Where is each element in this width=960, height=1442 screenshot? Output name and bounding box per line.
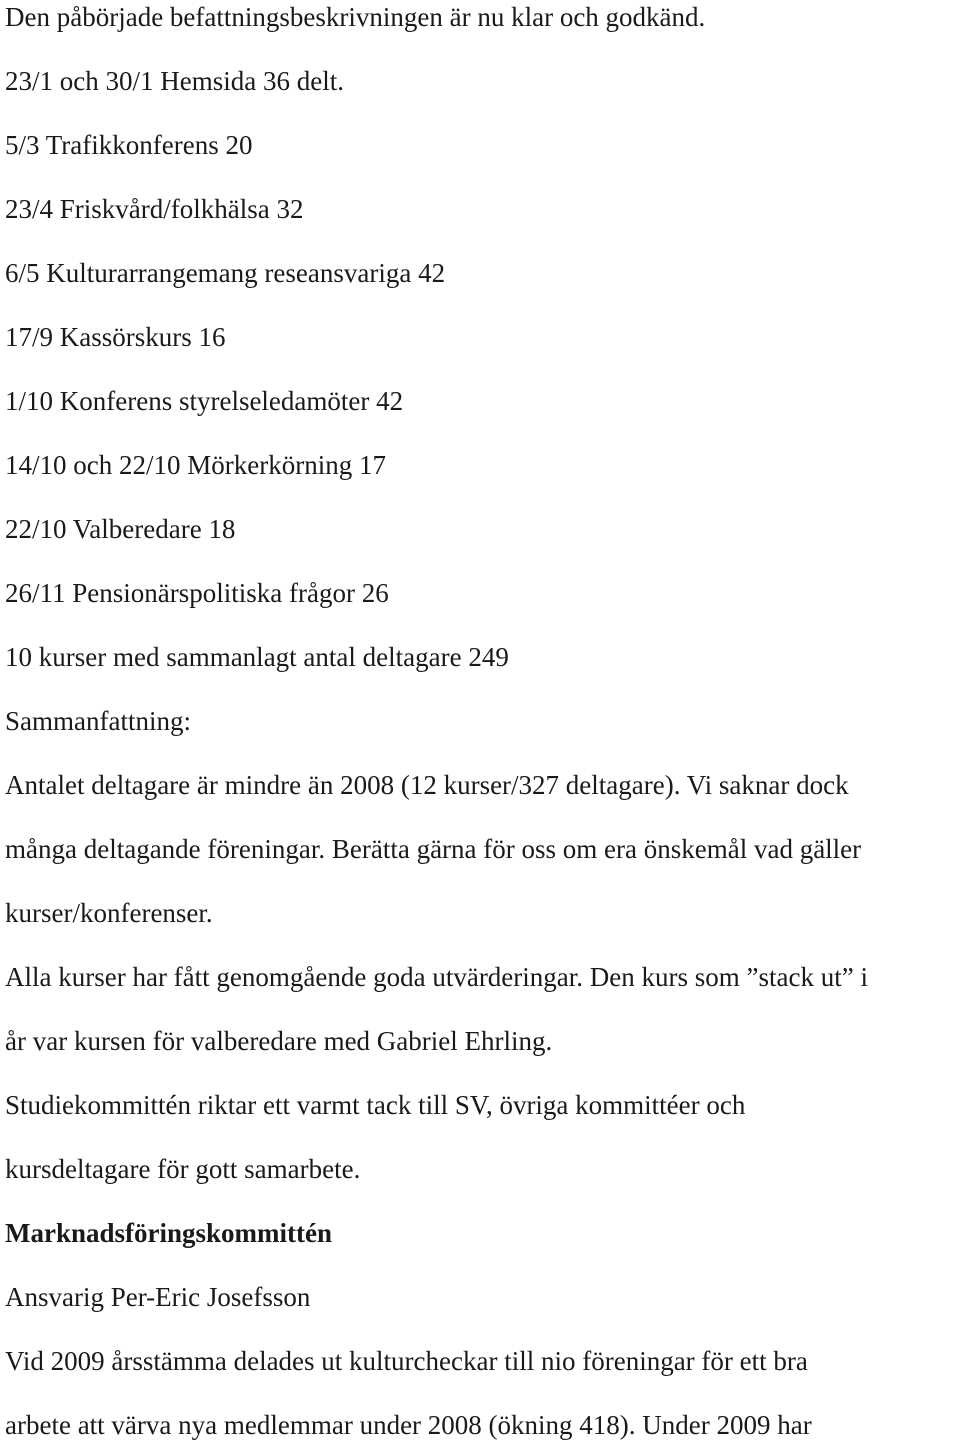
summary-line: kurser/konferenser. [5, 898, 213, 928]
evaluation-line: Alla kurser har fått genomgående goda utvärderingar. Den kurs som ”stack ut” i [5, 962, 868, 992]
thanks-line: Studiekommittén riktar ett varmt tack till SV, övriga kommittéer och [5, 1090, 746, 1120]
event-line: 1/10 Konferens styrelseledamöter 42 [5, 386, 404, 416]
body-line: arbete att värva nya medlemmar under 2008 (ökning 418). Under 2009 har [5, 1410, 812, 1440]
summary-label: Sammanfattning: [5, 706, 191, 736]
event-line: 6/5 Kulturarrangemang reseansvariga 42 [5, 258, 446, 288]
evaluation-line: år var kursen för valberedare med Gabriel Ehrling. [5, 1026, 553, 1056]
total-line: 10 kurser med sammanlagt antal deltagare 249 [5, 642, 509, 672]
section-heading: Marknadsföringskommittén [5, 1218, 333, 1248]
event-line: 17/9 Kassörskurs 16 [5, 322, 226, 352]
summary-line: Antalet deltagare är mindre än 2008 (12 kurser/327 deltagare). Vi saknar dock [5, 770, 849, 800]
event-line: 23/4 Friskvård/folkhälsa 32 [5, 194, 304, 224]
event-line: 14/10 och 22/10 Mörkerkörning 17 [5, 450, 386, 480]
intro-line: Den påbörjade befattningsbeskrivningen är nu klar och godkänd. [5, 2, 706, 32]
event-line: 26/11 Pensionärspolitiska frågor 26 [5, 578, 389, 608]
event-line: 22/10 Valberedare 18 [5, 514, 236, 544]
thanks-line: kursdeltagare för gott samarbete. [5, 1154, 361, 1184]
event-line: 5/3 Trafikkonferens 20 [5, 130, 253, 160]
body-line: Vid 2009 årsstämma delades ut kulturcheckar till nio föreningar för ett bra [5, 1346, 808, 1376]
event-line: 23/1 och 30/1 Hemsida 36 delt. [5, 66, 344, 96]
summary-line: många deltagande föreningar. Berätta gärna för oss om era önskemål vad gäller [5, 834, 862, 864]
responsible-line: Ansvarig Per-Eric Josefsson [5, 1282, 311, 1312]
